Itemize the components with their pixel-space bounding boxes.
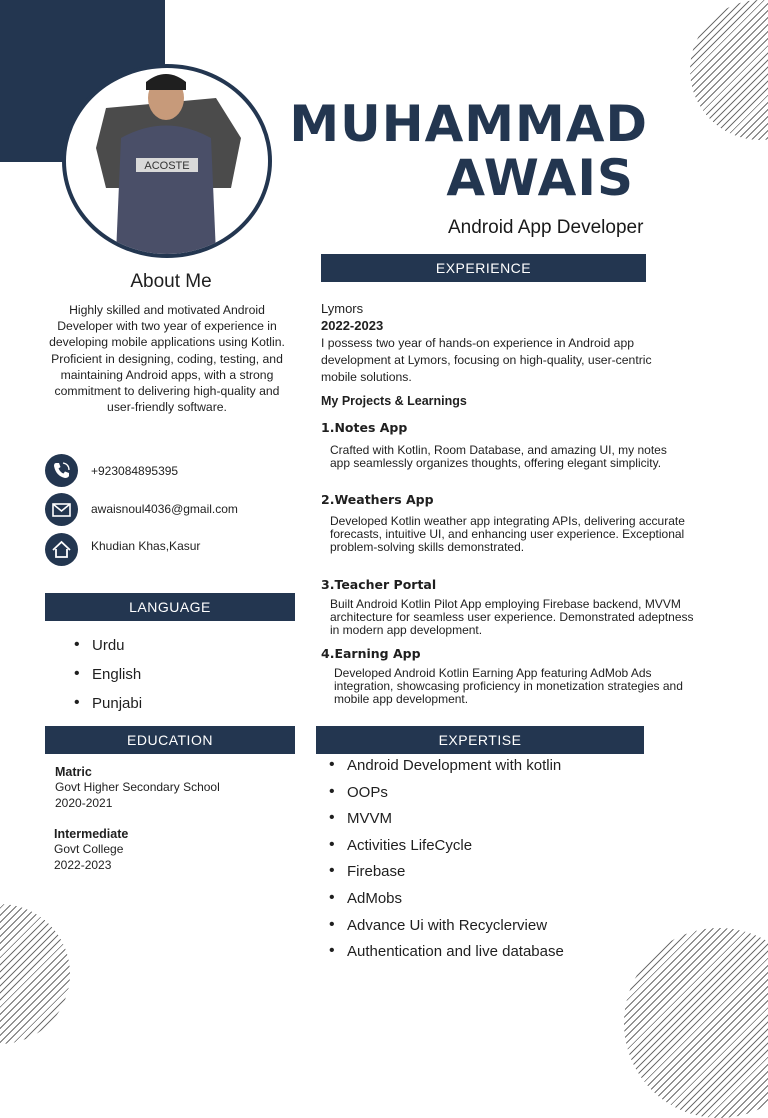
project-title: 2.Weathers App [321, 492, 434, 507]
contact-phone[interactable]: +923084895395 [91, 464, 179, 478]
education-years: 2020-2021 [55, 795, 113, 810]
list-item: • English [74, 666, 274, 695]
first-name: MUHAMMAD [289, 95, 648, 153]
list-item: • Advance Ui with Recyclerview [329, 917, 649, 944]
list-item: • Activities LifeCycle [329, 837, 649, 864]
list-item: • Punjabi [74, 695, 274, 724]
list-item: • Firebase [329, 863, 649, 890]
contact-email[interactable]: awaisnoul4036@gmail.com [91, 502, 238, 516]
education-school: Govt College [54, 842, 124, 856]
list-item: • Urdu [74, 637, 274, 666]
experience-company: Lymors [321, 301, 364, 316]
list-item: • Android Development with kotlin [329, 757, 649, 784]
project-title: 4.Earning App [321, 646, 421, 661]
expertise-heading: EXPERTISE [316, 726, 644, 754]
hatched-circle-bottom-left [0, 904, 70, 1044]
education-school: Govt Higher Secondary School [55, 780, 220, 794]
project-description: Developed Android Kotlin Earning App featuring AdMob Ads integration, showcasing proficiency in monetization strategies and mobile app development. [334, 666, 683, 706]
svg-text:ACOSTE: ACOSTE [144, 160, 190, 172]
project-description: Built Android Kotlin Pilot App employing Firebase backend, MVVM architecture for seamless user experience. Demonstrated adeptness in modern app development. [330, 597, 694, 637]
experience-description: I possess two year of hands-on experience in Android app development at Lymors, focusing on high-quality, user-centric mobile solutions. [321, 336, 652, 384]
profile-photo [62, 64, 272, 258]
project-title: 3.Teacher Portal [321, 577, 437, 592]
expertise-list [329, 757, 649, 970]
project-description: Crafted with Kotlin, Room Database, and amazing UI, my notes app seamlessly organizes thoughts, offering elegant simplicity. [330, 443, 667, 470]
list-item: • AdMobs [329, 890, 649, 917]
list-item: • OOPs [329, 784, 649, 811]
mail-icon [45, 493, 78, 526]
contact-address: Khudian Khas,Kasur [91, 539, 201, 553]
project-title: 1.Notes App [321, 420, 408, 435]
project-description: Developed Kotlin weather app integrating APIs, delivering accurate forecasts, intuitive UI, and enhancing user experience. Exceptional problem-solving skills demonstrated. [330, 514, 685, 554]
language-list [74, 637, 274, 724]
education-level: Intermediate [54, 827, 129, 841]
home-icon [45, 533, 78, 566]
person-photo-illustration [66, 68, 268, 254]
education-heading: EDUCATION [45, 726, 295, 754]
education-years: 2022-2023 [54, 857, 112, 872]
hatched-circle-top-right [690, 0, 768, 140]
phone-icon [45, 454, 78, 487]
experience-years: 2022-2023 [321, 318, 384, 333]
list-item: • MVVM [329, 810, 649, 837]
language-heading: LANGUAGE [45, 593, 295, 621]
education-level: Matric [55, 765, 92, 779]
education-entry [54, 827, 284, 873]
list-item: • Authentication and live database [329, 943, 649, 970]
projects-heading: My Projects & Learnings [321, 394, 467, 408]
experience-heading: EXPERIENCE [321, 254, 646, 282]
job-title: Android App Developer [448, 217, 644, 238]
about-text: Highly skilled and motivated Android Developer with two year of experience in developing mobile applications using Kotlin. Proficient in designing, coding, testing, and maintaining Android apps, with a strong commitment to delivering high-quality and user-friendly software. [49, 303, 285, 415]
about-heading: About Me [130, 271, 212, 292]
education-entry [55, 765, 285, 811]
last-name: AWAIS [446, 149, 634, 207]
